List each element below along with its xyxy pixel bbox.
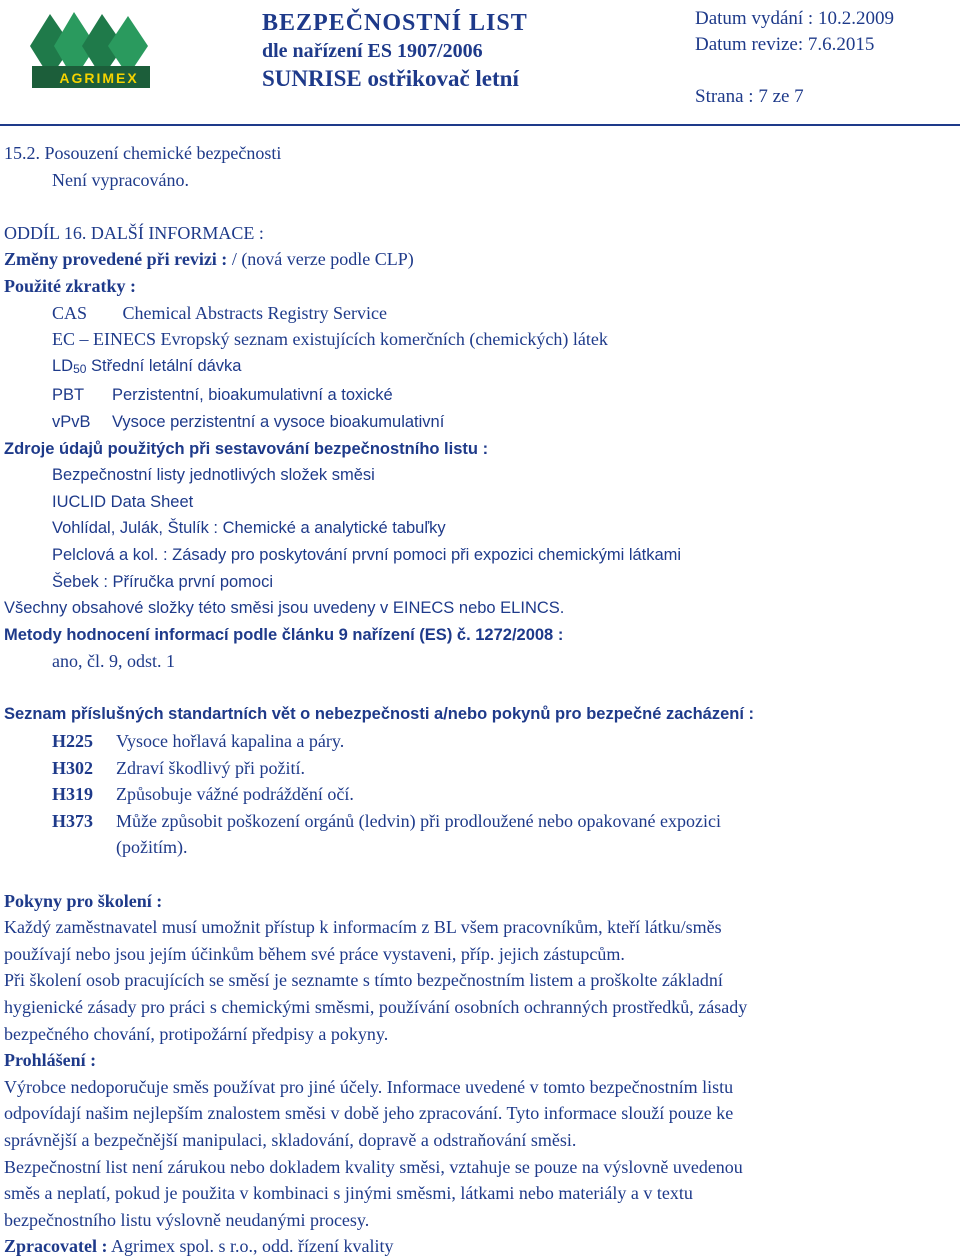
sources-label: Zdroje údajů použitých při sestavování bezpečnostního listu : [4,439,489,458]
abbreviation-row: CAS Chemical Abstracts Registry Service [52,302,387,323]
declaration-line: Bezpečnostní list není zárukou nebo dokladem kvality směsi, vztahuje se pouze na výslovně uvedenou [4,1156,743,1177]
training-line: Každý zaměstnavatel musí umožnit přístup k informacím z BL všem pracovníkům, kteří látku/směs [4,917,722,938]
header-dates [695,6,957,58]
declaration-line: Výrobce nedoporučuje směs používat pro jiné účely. Informace uvedené v tomto bezpečnostním listu [4,1076,734,1097]
methods-text: ano, čl. 9, odst. 1 [52,651,175,672]
processor-label: Zpracovatel : [4,1236,108,1257]
section-16-heading: ODDÍL 16. DALŠÍ INFORMACE : [4,222,264,243]
hazard-statement: H319 Způsobuje vážné podráždění očí. [52,784,354,805]
issue-date: Datum vydání : 10.2.2009 [695,8,894,29]
source-item: Bezpečnostní listy jednotlivých složek směsi [52,466,375,485]
declaration-line: bezpečnostního listu výslovně neudanými procesy. [4,1209,370,1230]
training-line: Při školení osob pracujících se směsí je seznamte s tímto bezpečnostním listem a proškolte základní [4,970,723,991]
product-name: SUNRISE ostřikovač letní [262,66,519,91]
section-15-2-heading: 15.2. Posouzení chemické bezpečnosti [4,143,282,163]
hazard-statements-label: Seznam příslušných standartních vět o nebezpečnosti a/nebo pokynů pro bezpečné zacházení : [4,705,755,724]
regulation-reference: dle nařízení ES 1907/2006 [262,40,483,62]
revision-changes [4,246,956,273]
training-line: používají nebo jsou jejím účinkům během své práce vystaveni, příp. jejich zástupcům. [4,943,625,964]
training-line: hygienické zásady pro práci s chemickými směsmi, používání osobních ochranných prostředků, zásady [4,997,748,1017]
header-divider [0,124,960,126]
methods-label: Metody hodnocení informací podle článku 9 nařízení (ES) č. 1272/2008 : [4,625,564,644]
revision-date: Datum revize: 7.6.2015 [695,34,875,55]
abbreviation-row: $LD_{50}$ Střední letální dávka [52,356,242,376]
declaration-label: Prohlášení : [4,1050,97,1071]
page-number: Strana : 7 ze 7 [695,86,804,107]
processor-line [4,1233,956,1260]
source-item: Pelclová a kol. : Zásady pro poskytování první pomoci při expozici chemickými látkami [52,545,682,564]
abbreviations-label: Použité zkratky : [4,275,136,296]
abbreviation-row: PBT Perzistentní, bioakumulativní a toxické [52,386,393,405]
abbreviation-row: EC – EINECS Evropský seznam existujících komerčních (chemických) látek [52,329,608,350]
abbreviation-row: vPvB Vysoce perzistentní a vysoce bioakumulativní [52,412,445,431]
section-15-2-text: Není vypracováno. [52,169,189,190]
einecs-statement: Všechny obsahové složky této směsi jsou uvedeny v EINECS nebo ELINCS. [4,599,565,618]
changes-label: Změny provedené při revizi : [4,249,228,270]
source-item: Šebek : Příručka první pomoci [52,572,274,591]
declaration-line: správnější a bezpečnější manipulaci, skladování, dopravě a odstraňování směsi. [4,1129,577,1150]
hazard-statement: H373 Může způsobit poškození orgánů (ledvin) při prodloužené nebo opakované expozici [52,810,721,831]
source-item: IUCLID Data Sheet [52,492,194,511]
agrimex-logo [10,6,168,88]
logo-wordmark: AGRIMEX [59,70,139,86]
document-title: BEZPEČNOSTNÍ LIST [262,10,528,36]
changes-text: / (nová verze podle CLP) [227,249,414,270]
hazard-statement-continuation: (požitím). [116,837,188,858]
training-line: bezpečného chování, protipožární předpisy a pokyny. [4,1023,389,1044]
header-title-block [262,8,682,94]
page-header [0,0,960,124]
hazard-statement: H225 Vysoce hořlavá kapalina a páry. [52,731,345,752]
declaration-line: odpovídají našim nejlepším znalostem směsi v době jeho zpracování. Tyto informace slouží pouze ke [4,1103,734,1124]
training-label: Pokyny pro školení : [4,890,163,911]
hazard-statement: H302 Zdraví škodlivý při požití. [52,757,305,778]
processor-text: Agrimex spol. s r.o., odd. řízení kvality [107,1236,394,1257]
document-body [4,140,956,1260]
declaration-line: směs a neplatí, pokud je použita v kombinaci s jinými směsmi, látkami nebo materiály a v textu [4,1183,693,1204]
source-item: Vohlídal, Julák, Štulík : Chemické a analytické tabuľky [52,519,446,538]
